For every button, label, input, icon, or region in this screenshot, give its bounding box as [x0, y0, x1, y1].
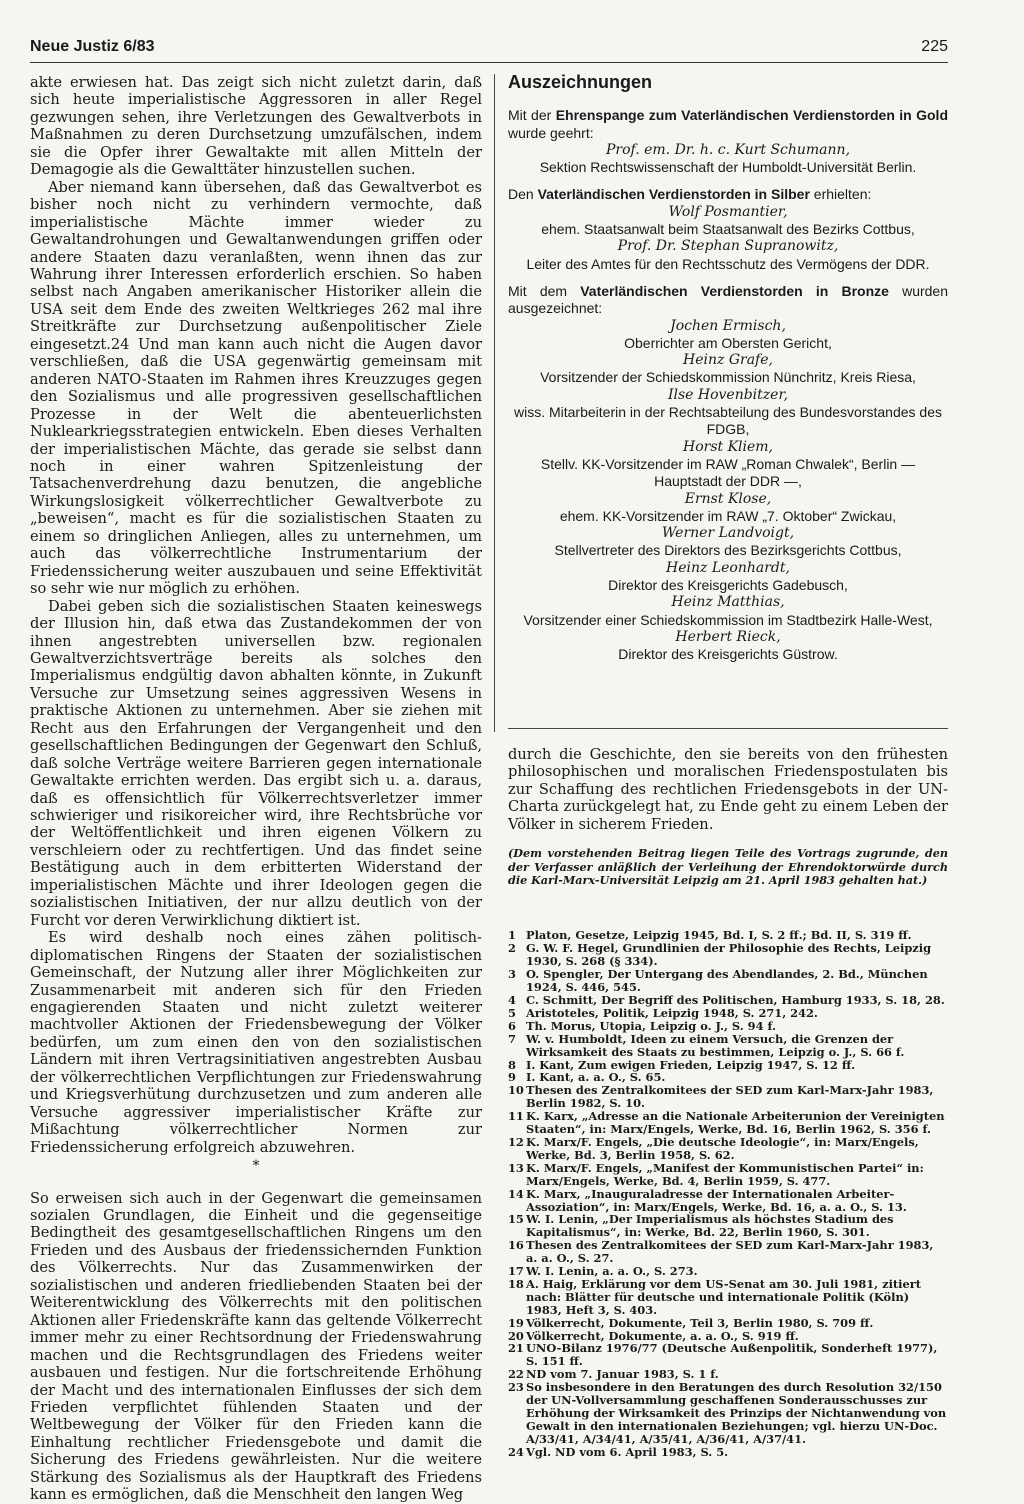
footnote — [508, 1110, 948, 1136]
footnote-number: 4 — [508, 993, 516, 1008]
footnote-text: Aristoteles, Politik, Leipzig 1948, S. 271, 242. — [526, 1005, 818, 1020]
recipient-role: ehem. KK-Vorsitzender im RAW „7. Oktober“ Zwickau, — [559, 507, 897, 524]
footnote — [508, 1007, 948, 1020]
footnote-text: W. I. Lenin, „Der Imperialismus als höchstes Stadium des Kapitalismus“, in: Werke, Bd. 22, Berlin 1960, S. 301. — [526, 1212, 894, 1240]
awards-title: Auszeichnungen — [508, 72, 653, 92]
footnote — [508, 994, 948, 1007]
recipient-name: Herbert Rieck, — [675, 628, 781, 645]
footnote-text: Th. Morus, Utopia, Leipzig o. J., S. 94 f. — [526, 1018, 776, 1033]
footnote-text: W. v. Humboldt, Ideen zu einem Versuch, die Grenzen der Wirksamkeit des Staats zu bestimmen, Leipzig o. J., S. 66 f. — [526, 1031, 905, 1059]
closing-paragraph: So erweisen sich auch in der Gegenwart die gemeinsamen sozialen Grundlagen, die Einheit und die gegenseitige Bedingtheit des gesamtgesellschaftlichen Ringens um den Frieden und des Ausbaus der friedenssichernden Funktion des Völkerrechts. Nur das Zusammenwirken der sozialistischen und anderen friedliebenden Staaten bei der Weiterentwicklung des Völkerrechts mit den politischen Aktionen aller Friedenskräfte kann das geltende Völkerrecht immer mehr zu einer Rechtsordnung der Friedenswahrung machen und die Rechtsgrundlagen des Friedens weiter ausbauen und festigen. Nur die fortschreitende Erhöhung der Macht und des internationalen Einflusses der sich dem Frieden verpflichtet fühlenden Staaten und der Weltbewegung der Völker für den Frieden kann die Einhaltung rechtlicher Friedensgebote und damit die Sicherung des Friedens gewährleisten. Nur die weitere Stärkung des Sozialismus als der Hauptkraft des Friedens kann es ermöglichen, daß die Menschheit den langen Weg — [30, 1189, 482, 1504]
footnotes — [508, 929, 948, 1458]
recipient-name: Heinz Matthias, — [671, 594, 785, 611]
footnote-number: 19 — [508, 1315, 524, 1330]
footnote-text: W. I. Lenin, a. a. O., S. 273. — [526, 1264, 698, 1279]
footnote-number: 14 — [508, 1186, 524, 1201]
footnote-text: Thesen des Zentralkomitees der SED zum Karl-Marx-Jahr 1983, a. a. O., S. 27. — [526, 1238, 934, 1266]
footnote-text: K. Marx/F. Engels, „Manifest der Kommunistischen Partei“ in: Marx/Engels, Werke, Bd. 4, Berlin 1959, S. 477. — [526, 1160, 924, 1188]
footnote-text: Völkerrecht, Dokumente, a. a. O., S. 919 ff. — [526, 1328, 799, 1343]
footnote-number: 9 — [508, 1070, 516, 1085]
recipient-name: Ilse Hovenbitzer, — [667, 386, 789, 403]
box-left-rule — [494, 74, 495, 732]
recipient-name: Jochen Ermisch, — [670, 317, 786, 334]
footnote — [508, 1213, 948, 1239]
footnote — [508, 1188, 948, 1214]
footnote-text: So insbesondere in den Beratungen des durch Resolution 32/150 der UN-Vollversammlung geschaffenen Sonderausschusses zur Erhöhung der Wirksamkeit des Prinzips der Nichtanwendung von Gewalt in den internationalen Beziehungen; vgl. hierzu UN-Doc. A/33/41, A/34/41, A/35/41, A/36/41, A/37/41. — [526, 1380, 947, 1446]
footnote-number: 10 — [508, 1083, 524, 1098]
footnote — [508, 1317, 948, 1330]
journal-title: Neue Justiz 6/83 — [30, 38, 155, 55]
footnote — [508, 1020, 948, 1033]
footnote-text: A. Haig, Erklärung vor dem US-Senat am 30. Juli 1981, zitiert nach: Blätter für deutsche und internationale Politik (Köln) 1983, Heft 3, S. 403. — [526, 1276, 921, 1317]
footnote-text: Platon, Gesetze, Leipzig 1945, Bd. I, S. 2 ff.; Bd. II, S. 319 ff. — [526, 928, 912, 943]
footnote-number: 24 — [508, 1444, 524, 1459]
footnote-number: 18 — [508, 1276, 524, 1291]
recipient-role: Leiter des Amtes für den Rechtsschutz des Vermögens der DDR. — [526, 255, 930, 272]
recipient-name: Ernst Klose, — [684, 490, 772, 507]
paragraph: Es wird deshalb noch eines zähen politisch-diplomatischen Ringens der Staaten der sozialistischen Gemeinschaft, der Nutzung aller ihrer Möglichkeiten zur Zusammenarbeit mit anderen sich für den Frieden engagierenden Staaten und nicht zuletzt weiterer machtvoller Aktionen der Friedensbewegung der Völker bedürfen, um zum einen den von den sozialistischen Ländern mit ihren Vertragsinitiativen angestrebten Ausbau der völkerrechtlichen Verpflichtungen zur Friedenswahrung und Kriegsverhütung durchzusetzen und zum anderen alle Versuche aggressiver imperialistischer Kräfte zur Mißachtung völkerrechtlicher Normen zur Friedenssicherung erfolgreich abzuwehren. — [30, 929, 482, 1156]
recipient-role: Sektion Rechtswissenschaft der Humboldt-Universität Berlin. — [539, 159, 917, 176]
footnote-text: ND vom 7. Januar 1983, S. 1 f. — [526, 1367, 719, 1382]
header-rule — [30, 62, 948, 63]
recipient-name: Prof. Dr. Stephan Supranowitz, — [617, 238, 839, 255]
recipient-name: Heinz Leonhardt, — [666, 559, 790, 576]
footnote-text: Völkerrecht, Dokumente, Teil 3, Berlin 1980, S. 709 ff. — [526, 1315, 874, 1330]
paragraph: Dabei geben sich die sozialistischen Staaten keineswegs der Illusion hin, daß etwa das Zustandekommen der von ihnen angestrebten universellen bzw. regionalen Gewaltverzichtsverträge bereits als solches den Imperialismus endgültig davon abhalten könnte, in Zukunft Versuche zur Umsetzung seines aggressiven Wesens in praktische Aktionen zu unternehmen. Aber sie ziehen mit Recht aus den Erfahrungen der Vergangenheit und den gesellschaftlichen Bedingungen der Gegenwart den Schluß, daß solche Verträge weitere Barrieren gegen internationale Gewaltakte errichten werden. Das ergibt sich u. a. daraus, daß es offensichtlich für Völkerrechtsverletzer immer schwieriger und risikoreicher wird, ihre Rechtsbrüche vor der Weltöffentlichkeit und ihren eigenen Völkern zu verschleiern oder zu rechtfertigen. Und das findet seine Bestätigung auch in dem erbitterten Widerstand der imperialistischen Mächte und ihrer Ideologen gegen die sozialistischen Initiativen, der nur allzu deutlich von der Furcht vor deren Verwirklichung diktiert ist. — [30, 597, 482, 929]
recipient-role: Oberrichter am Obersten Gericht, — [624, 334, 832, 351]
recipient-role: Direktor des Kreisgerichts Gadebusch, — [608, 577, 848, 594]
footnote-number: 23 — [508, 1380, 524, 1395]
footnote-number: 15 — [508, 1212, 524, 1227]
footnote-number: 21 — [508, 1341, 524, 1356]
box-bottom-rule — [508, 728, 948, 729]
footnote — [508, 968, 948, 994]
awards-gold-intro: Mit der Ehrenspange zum Vaterländischen Verdienstorden in Gold wurde geehrt: — [508, 107, 948, 141]
footnote-number: 2 — [508, 941, 516, 956]
awards-bronze-intro: Mit dem Vaterländischen Verdienstorden in Bronze wurden ausgezeichnet: — [508, 282, 949, 317]
footnote-number: 6 — [508, 1018, 516, 1033]
footnote-number: 17 — [508, 1264, 524, 1279]
footnote — [508, 1446, 948, 1459]
footnote-text: K. Marx, „Inauguraladresse der Internationalen Arbeiter-Assoziation“, in: Marx/Engels, Werke, Bd. 16, a. a. O., S. 13. — [526, 1186, 907, 1214]
footnote — [508, 1278, 948, 1317]
footnote-number: 16 — [508, 1238, 524, 1253]
paragraph: Aber niemand kann übersehen, daß das Gewaltverbot es bisher noch nicht zu verhindern vermochte, daß imperialistische Mächte immer wieder zu Gewaltandrohungen und Gewaltanwendungen griffen oder andere Staaten dazu veranlaßten, wenn ihnen das zur Wahrung ihrer Interessen erforderlich erschien. So haben selbst nach Angaben amerikanischer Historiker allein die USA seit dem Ende des zweiten Weltkrieges 262 mal ihre Streitkräfte zur Durchsetzung außenpolitischer Ziele eingesetzt.24 Und man kann auch nicht die Augen davor verschließen, daß die USA gegenwärtig gemeinsam mit anderen NATO-Staaten im Rahmen ihres Kreuzzuges gegen den Sozialismus und alle progressiven gesellschaftlichen Prozesse in der Welt die abenteuerlichsten Nuklearkriegsstrategien entwickeln. Eben dieses Verhalten der imperialistischen Mächte, das gerade sie selbst dann noch in einer wahren Spitzenleistung der Tatsachenverdrehung dazu benutzen, die angebliche Wirkungslosigkeit völkerrechtlicher Gewaltverbote zu „beweisen“, macht es für die sozialistischen Staaten zu einem so dringlichen Anliegen, alles zu unternehmen, um auch das völkerrechtliche Instrumentarium der Friedenssicherung weiter auszubauen und seine Effektivität so sehr wie nur möglich zu erhöhen. — [30, 178, 482, 598]
recipient-role: Stellvertreter des Direktors des Bezirksgerichts Cottbus, — [554, 542, 902, 559]
awards-silver — [508, 186, 948, 272]
recipient-name: Heinz Grafe, — [683, 352, 773, 369]
editorial-note: (Dem vorstehenden Beitrag liegen Teile des Vortrags zugrunde, den der Verfasser anläßlich der Verleihung der Ehrendoktorwürde durch die Karl-Marx-Universität Leipzig am 21. April 1983 gehalten hat.) — [508, 846, 948, 888]
footnote-number: 8 — [508, 1057, 516, 1072]
section-separator: * — [252, 1158, 260, 1175]
footnote-text: G. W. F. Hegel, Grundlinien der Philosophie des Rechts, Leipzig 1930, S. 268 (§ 334). — [526, 941, 932, 969]
footnote-text: I. Kant, a. a. O., S. 65. — [526, 1070, 666, 1085]
footnote — [508, 942, 948, 968]
footnote-number: 7 — [508, 1031, 516, 1046]
footnote-text: C. Schmitt, Der Begriff des Politischen, Hamburg 1933, S. 18, 28. — [526, 993, 945, 1008]
page-number: 225 — [921, 38, 948, 55]
footnote-text: Vgl. ND vom 6. April 1983, S. 5. — [526, 1444, 729, 1459]
footnote-text: K. Karx, „Adresse an die Nationale Arbeiterunion der Vereinigten Staaten“, in: Marx/Engels, Werke, Bd. 16, Berlin 1962, S. 356 f. — [526, 1109, 945, 1137]
footnote-text: Thesen des Zentralkomitees der SED zum Karl-Marx-Jahr 1983, Berlin 1982, S. 10. — [526, 1083, 934, 1111]
footnote-number: 11 — [508, 1109, 524, 1124]
footnote-text: K. Marx/F. Engels, „Die deutsche Ideologie“, in: Marx/Engels, Werke, Bd. 3, Berlin 1958, S. 62. — [526, 1134, 919, 1162]
footnote — [508, 1239, 948, 1265]
footnote-number: 22 — [508, 1367, 524, 1382]
right-column-lower — [508, 746, 948, 1459]
footnote-number: 1 — [508, 928, 516, 943]
footnote-text: O. Spengler, Der Untergang des Abendlandes, 2. Bd., München 1924, S. 446, 545. — [526, 967, 928, 995]
recipient-role: Direktor des Kreisgerichts Güstrow. — [618, 646, 838, 663]
recipient-role: Vorsitzender der Schiedskommission Nünchritz, Kreis Riesa, — [540, 369, 916, 386]
paragraph: akte erwiesen hat. Das zeigt sich nicht zuletzt darin, daß sich heute imperialistische Aggressoren in aller Regel gezwungen sehen, ihre Verletzungen des Gewaltverbots in Maßnahmen zu deren Durchsetzung umzufälschen, indem sie die Opfer ihrer Gewaltakte mit allen Mitteln der Demagogie als die Gewalttäter hinzustellen suchen. — [30, 74, 482, 179]
footnote — [508, 1033, 948, 1059]
footnote — [508, 1084, 948, 1110]
recipient-name: Wolf Posmantier, — [668, 203, 788, 220]
recipient-name: Horst Kliem, — [682, 438, 773, 455]
continuation — [508, 746, 948, 833]
recipient-role: wiss. Mitarbeiterin in der Rechtsabteilung des Bundesvorstandes des FDGB, — [513, 404, 942, 438]
recipient-role: Stellv. KK-Vorsitzender im RAW „Roman Chwalek“, Berlin — Hauptstadt der DDR —, — [540, 455, 916, 490]
awards-box — [508, 74, 948, 726]
recipient-name: Prof. em. Dr. h. c. Kurt Schumann, — [605, 141, 851, 158]
footnote-number: 20 — [508, 1328, 524, 1343]
recipient-role: ehem. Staatsanwalt beim Staatsanwalt des Bezirks Cottbus, — [541, 221, 915, 238]
recipient-name: Werner Landvoigt, — [661, 525, 795, 542]
page-header — [30, 38, 948, 64]
footnote — [508, 1342, 948, 1368]
footnote — [508, 1381, 948, 1446]
awards-gold — [508, 107, 948, 176]
footnote — [508, 1162, 948, 1188]
awards-silver-intro: Den Vaterländischen Verdienstorden in Silber erhielten: — [508, 186, 872, 203]
footnote-text: I. Kant, Zum ewigen Frieden, Leipzig 1947, S. 12 ff. — [526, 1057, 856, 1072]
continuation-text: durch die Geschichte, den sie bereits von den frühesten philosophischen und moralischen Friedenspostulaten bis zur Schaffung des rechtlichen Friedensgebots in der UN-Charta zurückgelegt hat, zu Ende geht zu einem Leben der Völker in sicherem Frieden. — [508, 746, 948, 833]
footnote-number: 12 — [508, 1134, 524, 1149]
footnote-number: 3 — [508, 967, 516, 982]
left-column — [30, 74, 482, 1504]
awards-bronze — [508, 283, 948, 664]
footnote-text: UNO-Bilanz 1976/77 (Deutsche Außenpolitik, Sonderheft 1977), S. 151 ff. — [526, 1341, 938, 1369]
footnote — [508, 1136, 948, 1162]
footnote-number: 13 — [508, 1160, 524, 1175]
footnote-number: 5 — [508, 1005, 516, 1020]
recipient-role: Vorsitzender einer Schiedskommission im Stadtbezirk Halle-West, — [523, 611, 933, 628]
